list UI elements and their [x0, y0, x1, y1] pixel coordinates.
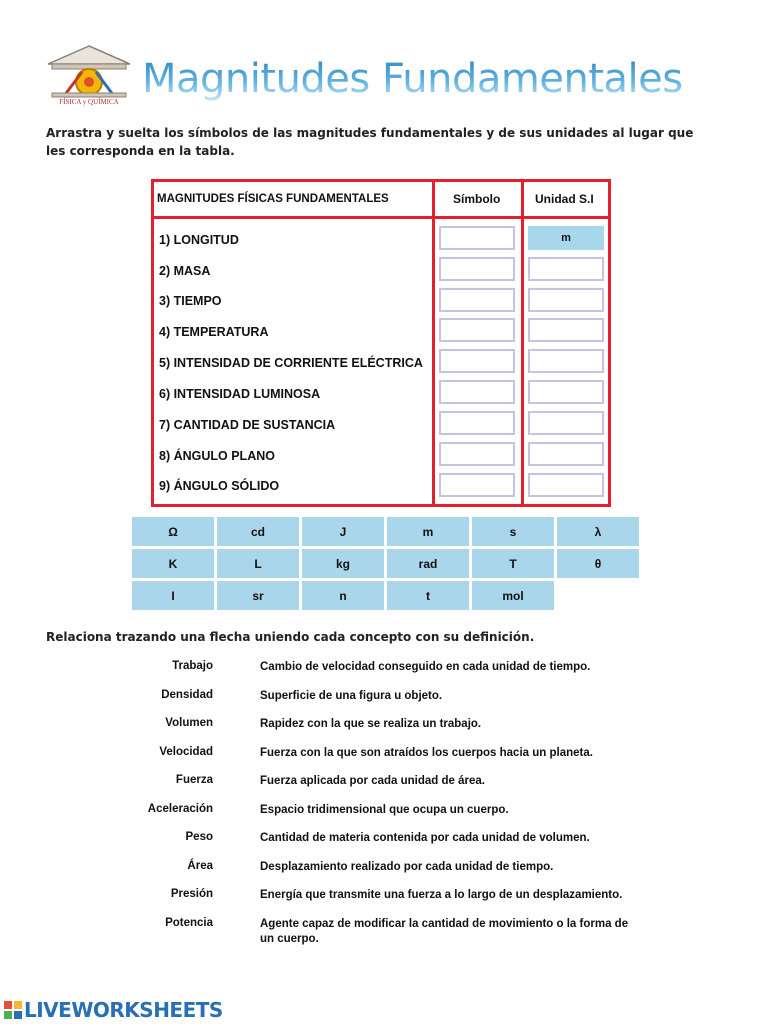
- concept-definition[interactable]: Rapidez con la que se realiza un trabajo.: [260, 718, 482, 730]
- unit-drop-tiempo[interactable]: [528, 288, 604, 312]
- row-label-temperatura: 4) TEMPERATURA: [159, 325, 269, 339]
- drag-tile[interactable]: sr: [217, 581, 299, 610]
- unit-drop-temperatura[interactable]: [528, 318, 604, 342]
- concept-definition[interactable]: Agente capaz de modificar la cantidad de movimiento o la forma de un cuerpo.: [260, 918, 629, 945]
- symbol-drop-masa[interactable]: [439, 257, 515, 281]
- header-magnitudes: MAGNITUDES FÍSICAS FUNDAMENTALES: [157, 193, 389, 205]
- symbol-drop-angulo-plano[interactable]: [439, 442, 515, 466]
- symbol-drop-corriente[interactable]: [439, 349, 515, 373]
- concept-term[interactable]: Área: [187, 860, 213, 872]
- unit-drop-masa[interactable]: [528, 257, 604, 281]
- relate-instructions: Relaciona trazando una flecha uniendo cada concepto con su definición.: [46, 630, 535, 644]
- symbol-drop-longitud[interactable]: [439, 226, 515, 250]
- row-label-angulo-solido: 9) ÁNGULO SÓLIDO: [159, 479, 280, 493]
- concept-definition[interactable]: Espacio tridimensional que ocupa un cuerpo.: [260, 804, 509, 816]
- drag-tile[interactable]: cd: [217, 517, 299, 546]
- concept-definition[interactable]: Superficie de una figura u objeto.: [260, 690, 443, 702]
- drag-tile[interactable]: mol: [472, 581, 554, 610]
- row-label-luminosa: 6) INTENSIDAD LUMINOSA: [159, 387, 321, 401]
- row-label-angulo-plano: 8) ÁNGULO PLANO: [159, 449, 275, 463]
- drag-instructions: Arrastra y suelta los símbolos de las magnitudes fundamentales y de sus unidades al lugar que les corresponda en la tabla.: [46, 126, 694, 158]
- concept-term[interactable]: Peso: [185, 831, 213, 843]
- drag-tile[interactable]: J: [302, 517, 384, 546]
- concept-term[interactable]: Trabajo: [172, 660, 213, 672]
- concept-definition[interactable]: Cantidad de materia contenida por cada unidad de volumen.: [260, 832, 590, 844]
- magnitudes-table: [151, 179, 611, 507]
- concept-term[interactable]: Volumen: [165, 717, 213, 729]
- symbol-tiles: [132, 517, 642, 611]
- drag-tile[interactable]: L: [217, 549, 299, 578]
- drag-tile[interactable]: θ: [557, 549, 639, 578]
- symbol-drop-temperatura[interactable]: [439, 318, 515, 342]
- concept-definition[interactable]: Desplazamiento realizado por cada unidad de tiempo.: [260, 861, 554, 873]
- symbol-drop-angulo-solido[interactable]: [439, 473, 515, 497]
- symbol-drop-tiempo[interactable]: [439, 288, 515, 312]
- symbol-drop-luminosa[interactable]: [439, 380, 515, 404]
- drag-tile[interactable]: λ: [557, 517, 639, 546]
- drag-tile[interactable]: kg: [302, 549, 384, 578]
- unit-drop-longitud[interactable]: m: [528, 226, 604, 250]
- drag-tile[interactable]: Ω: [132, 517, 214, 546]
- concept-definition[interactable]: Fuerza con la que son atraídos los cuerpos hacia un planeta.: [260, 747, 593, 759]
- drag-tile[interactable]: I: [132, 581, 214, 610]
- drag-tile[interactable]: rad: [387, 549, 469, 578]
- row-label-masa: 2) MASA: [159, 264, 211, 278]
- drag-tile[interactable]: K: [132, 549, 214, 578]
- concept-definition[interactable]: Cambio de velocidad conseguido en cada unidad de tiempo.: [260, 661, 591, 673]
- concept-term[interactable]: Presión: [170, 888, 213, 900]
- concept-term[interactable]: Velocidad: [159, 746, 213, 758]
- row-label-longitud: 1) LONGITUD: [159, 233, 239, 247]
- page-title: Magnitudes Fundamentales: [142, 56, 683, 102]
- row-label-tiempo: 3) TIEMPO: [159, 294, 222, 308]
- concept-definition[interactable]: Fuerza aplicada por cada unidad de área.: [260, 775, 485, 787]
- unit-drop-corriente[interactable]: [528, 349, 604, 373]
- drag-tile[interactable]: T: [472, 549, 554, 578]
- row-label-sustancia: 7) CANTIDAD DE SUSTANCIA: [159, 418, 336, 432]
- fisica-quimica-logo: [44, 44, 134, 106]
- drag-tile[interactable]: t: [387, 581, 469, 610]
- unit-drop-luminosa[interactable]: [528, 380, 604, 404]
- concept-term[interactable]: Potencia: [165, 917, 213, 929]
- header-symbol: Símbolo: [453, 192, 501, 206]
- logo-text: FÍSICA y QUÍMICA: [59, 98, 119, 106]
- concept-term[interactable]: Fuerza: [175, 774, 213, 786]
- symbol-drop-sustancia[interactable]: [439, 411, 515, 435]
- concept-definition[interactable]: Energía que transmite una fuerza a lo largo de un desplazamiento.: [260, 889, 623, 901]
- liveworksheets-logo-icon: [4, 1001, 22, 1019]
- drag-tile[interactable]: n: [302, 581, 384, 610]
- brand-name: LIVEWORKSHEETS: [24, 998, 223, 1022]
- concept-term[interactable]: Densidad: [161, 689, 213, 701]
- drag-tile[interactable]: s: [472, 517, 554, 546]
- unit-drop-angulo-solido[interactable]: [528, 473, 604, 497]
- header-unit: Unidad S.I: [535, 192, 594, 206]
- unit-drop-angulo-plano[interactable]: [528, 442, 604, 466]
- unit-drop-sustancia[interactable]: [528, 411, 604, 435]
- row-label-corriente: 5) INTENSIDAD DE CORRIENTE ELÉCTRICA: [159, 356, 423, 370]
- liveworksheets-footer: [4, 997, 223, 1023]
- drag-tile[interactable]: m: [387, 517, 469, 546]
- concept-term[interactable]: Aceleración: [147, 803, 213, 815]
